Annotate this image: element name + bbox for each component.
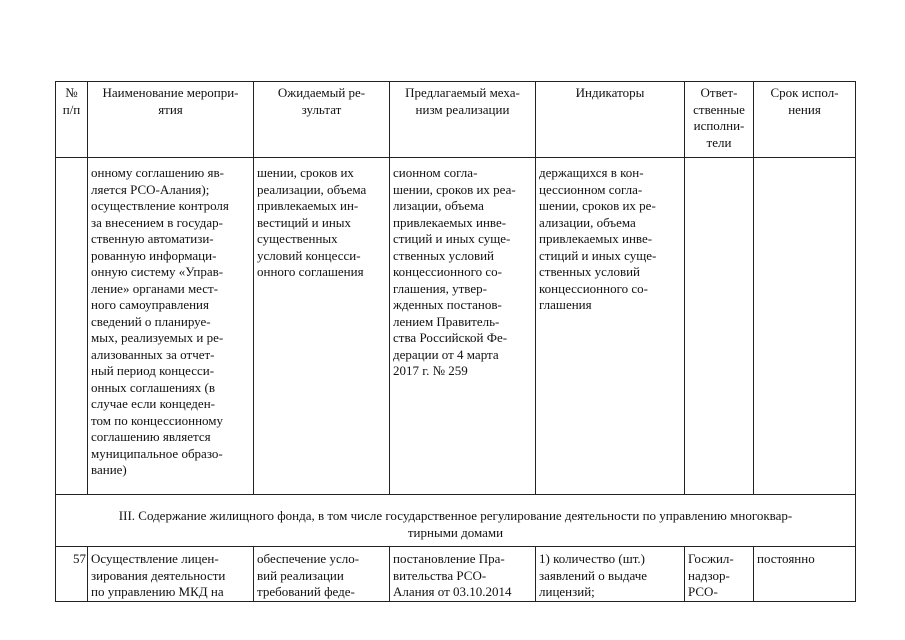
cell-mechanism: постановление Пра- вительства РСО- Алания от 03.10.2014 xyxy=(390,547,536,602)
cell-deadline: постоянно xyxy=(754,547,856,602)
cell-event-name: Осуществление лицен- зирования деятельности по управлению МКД на xyxy=(88,547,254,602)
section-title: III. Содержание жилищного фонда, в том числе государственное регулирование деятельности по управлению многоквар- тирными домами xyxy=(56,495,856,547)
section-header-row xyxy=(56,495,856,547)
cell-event-name: онному соглашению яв- ляется РСО-Алания); осуществление контроля за внесением в государ- ственную автоматизи- рованную информаци- онную систему «Управ- ление» органами мест- ного самоуправления сведений о планируе- мых, реализуемых и ре- ализованных за отчет- ный период концесси- онных соглашениях (в случае если концеден- том по концессионному соглашению является муниципальное образо- вание) xyxy=(88,158,254,495)
cell-indicators: 1) количество (шт.) заявлений о выдаче лицензий; xyxy=(536,547,685,602)
header-responsible: Ответ- ственные исполни- тели xyxy=(685,82,754,158)
document-table xyxy=(55,81,856,602)
table-row xyxy=(56,158,856,495)
header-indicators: Индикаторы xyxy=(536,82,685,158)
header-event-name: Наименование меропри- ятия xyxy=(88,82,254,158)
cell-expected-result: шении, сроков их реализации, объема привлекаемых ин- вестиций и иных существенных условий концесси- онного соглашения xyxy=(254,158,390,495)
cell-indicators: держащихся в кон- цессионном согла- шении, сроков их ре- ализации, объема привлекаемых инве- стиций и иных суще- ственных условий концессионного со- глашения xyxy=(536,158,685,495)
cell-responsible xyxy=(685,158,754,495)
header-number: № п/п xyxy=(56,82,88,158)
cell-deadline xyxy=(754,158,856,495)
cell-expected-result: обеспечение усло- вий реализации требований феде- xyxy=(254,547,390,602)
cell-number xyxy=(56,158,88,495)
table-row xyxy=(56,547,856,602)
cell-responsible: Госжил- надзор- РСО- xyxy=(685,547,754,602)
header-expected-result: Ожидаемый ре- зультат xyxy=(254,82,390,158)
cell-mechanism: сионном согла- шении, сроков их реа- лизации, объема привлекаемых инве- стиций и иных суще- ственных условий концессионного со- глашения, утвер- жденных постанов- лением Правитель- ства Российской Фе- дерации от 4 марта 2017 г. № 259 xyxy=(390,158,536,495)
header-mechanism: Предлагаемый меха- низм реализации xyxy=(390,82,536,158)
cell-number: 57 xyxy=(56,547,88,602)
header-deadline: Срок испол- нения xyxy=(754,82,856,158)
table-header-row xyxy=(56,82,856,158)
